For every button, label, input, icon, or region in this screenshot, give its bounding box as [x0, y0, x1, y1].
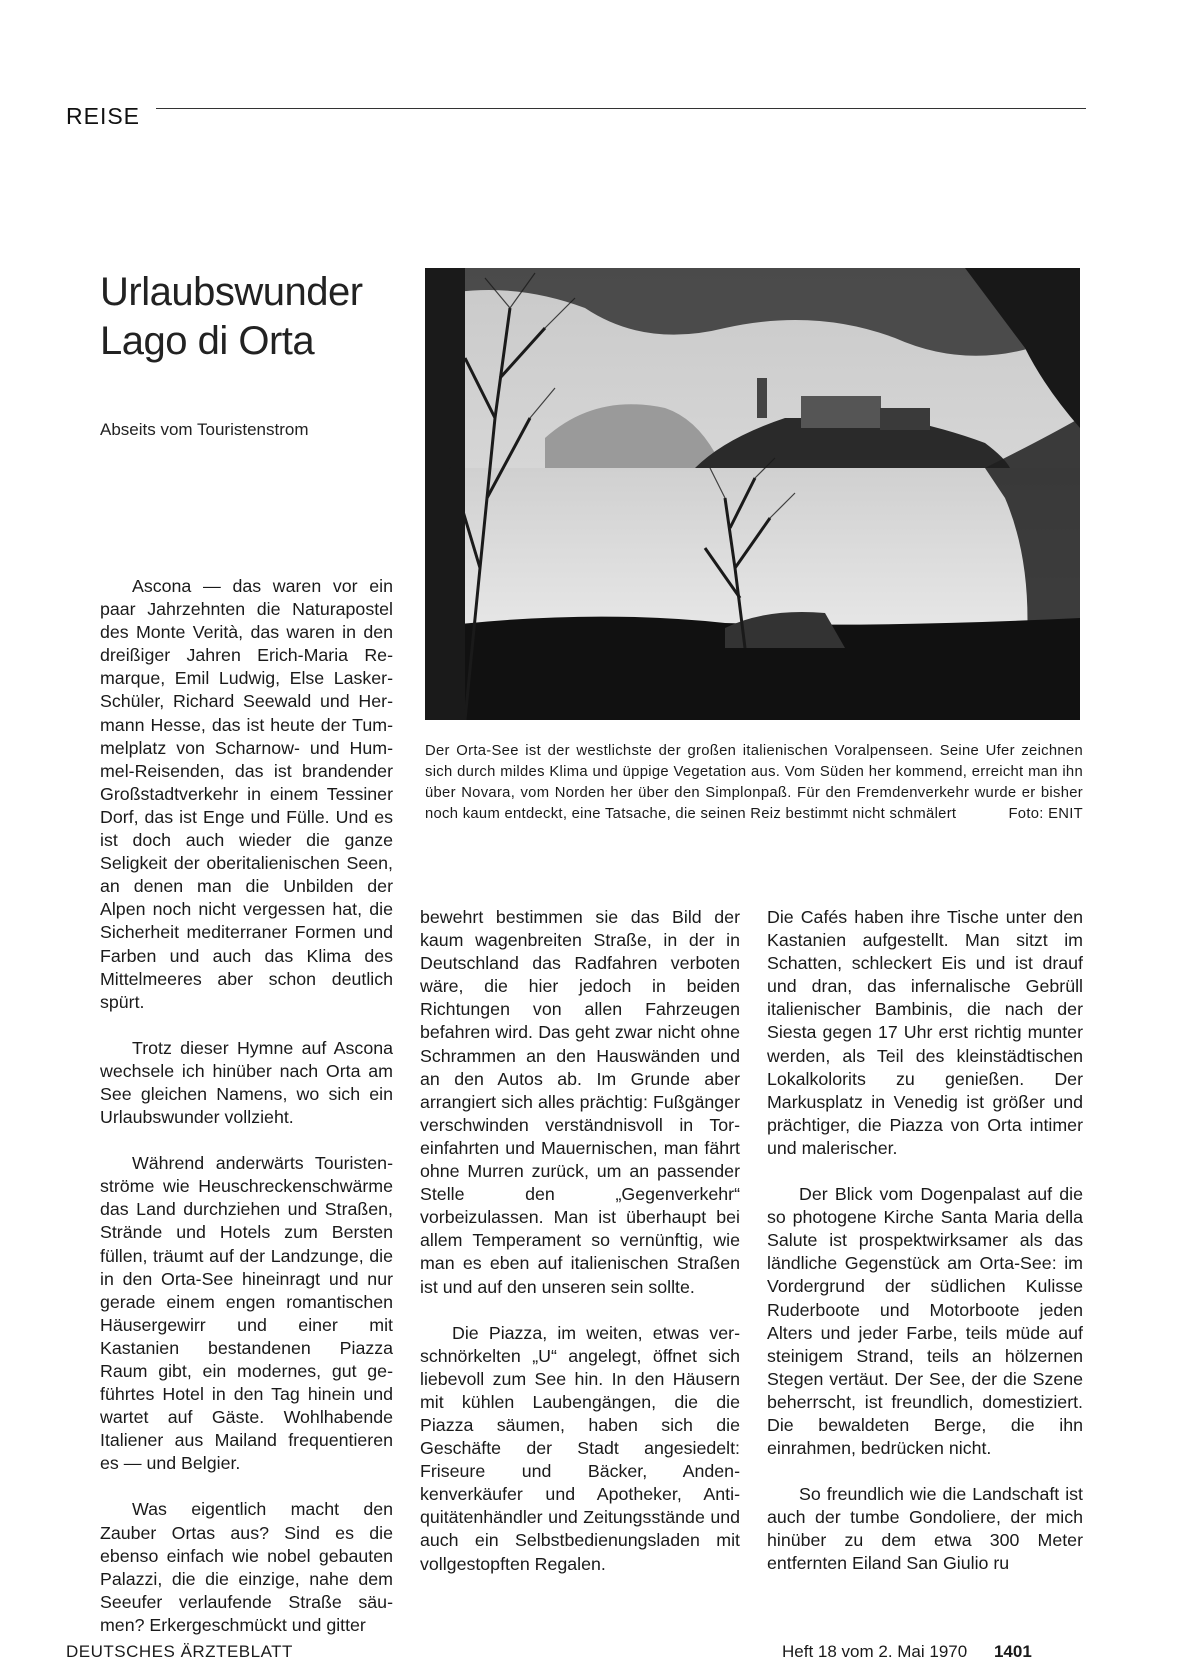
lake-photo: [425, 268, 1080, 720]
text-column-2: [420, 906, 740, 1599]
paragraph: So freundlich wie die Landschaft ist auch der tumbe Gondoliere, der mich hinüber zu dem etwa 300 Meter entfernten Eiland San Giulio ru: [767, 1484, 1083, 1574]
title-line-2: Lago di Orta: [100, 319, 315, 363]
paragraph: Was eigentlich macht den Zauber Ortas aus? Sind es die ebenso einfach wie nobel gebauten Palazzi, die die einzige, nahe dem Seeufer verlaufende Straße säumen? Erkergeschmückt und gitter: [100, 1499, 393, 1635]
caption-text: Der Orta-See ist der westlichste der großen italienischen Voralpenseen. Seine Ufer zeichnen sich durch mildes Klima und üppige Vegetation aus. Vom Süden her kommend, erreicht man ihn über Novara, vom Norden her über den Simplonpaß. Für den Fremdenverkehr wurde er bisher noch kaum entdeckt, eine Tatsache, die seinen Reiz bestimmt nicht schmälert: [425, 743, 1083, 822]
article-subtitle: Abseits vom Touristenstrom: [100, 420, 309, 439]
paragraph: Während anderwärts Touristenströme wie Heuschreckenschwärme das Land durchziehen und Straßen, Strände und Hotels zum Bersten füllen, träumt auf der Landzunge, die in den Orta-See hineinragt und nur gerade einem engen romantischen Häusergewirr und einer mit Kastanien bestandenen Piazza Raum gibt, ein modernes, gut geführtes Hotel in den Tag hinein und wartet auf Gäste. Wohlhabende Italiener aus Mailand frequentieren es — und Belgier.: [100, 1153, 393, 1474]
text-column-3: [767, 906, 1083, 1599]
text-column-1: [100, 575, 393, 1660]
issue-info: [782, 1642, 1032, 1662]
paragraph: bewehrt bestimmen sie das Bild der kaum wagenbreiten Straße, in der in Deutschland das Radfahren verboten wäre, die hier jedoch in beiden Richtungen von allen Fahrzeugen befahren wird. Das geht zwar nicht ohne Schrammen an den Hauswänden und an den Autos ab. Im Grunde aber arrangiert sich alles prächtig: Fußgänger verschwinden verständnisvoll in Toreinfahrten und Mauernischen, man fährt ohne Murren zurück, um an passender Stelle den „Gegenverkehr“ vorbeizulassen. Man ist überhaupt bei allem Temperament so vernünftig, wie man es eben auf italienischen Straßen ist und auf den unseren sein sollte.: [420, 907, 740, 1297]
photo-credit: Foto: ENIT: [1008, 806, 1083, 822]
paragraph: Der Blick vom Dogenpalast auf die so photogene Kirche Santa Maria della Salute ist prospektwirksamer als das ländliche Gegenstück am Orta-See: im Vordergrund der südlichen Kulisse Ruderboote und Motorboote jeden Alters und jeder Farbe, teils müde auf steinigem Strand, teils an hölzernen Stegen vertäut. Der See, der die Szene beherrscht, ist freundlich, domestiziert. Die bewaldeten Berge, die ihn einrahmen, bedrücken nicht.: [767, 1184, 1083, 1459]
section-rule: [156, 108, 1086, 109]
issue-date: Heft 18 vom 2. Mai 1970: [782, 1642, 968, 1661]
journal-name: DEUTSCHES ÄRZTEBLATT: [66, 1642, 293, 1661]
section-label: REISE: [66, 103, 141, 129]
paragraph: Ascona — das waren vor ein paar Jahrzehnten die Naturapostel des Monte Verità, das waren in den dreißiger Jahren Erich-Maria Remarque, Emil Ludwig, Else Lasker-Schüler, Richard Seewald und Hermann Hesse, das ist heute der Tummelplatz von Scharnow- und Hummel-Reisenden, das ist brandender Großstadtverkehr in einem Tessiner Dorf, das ist Enge und Fülle. Und es ist doch auch wieder die ganze Seligkeit der oberitalienischen Seen, an denen man die Unbilden der Alpen noch nicht vergessen hat, die Sicherheit mediterraner Formen und Farben und auch das Klima des Mittelmeeres aber schon deutlich spürt.: [100, 576, 393, 1012]
paragraph: Trotz dieser Hymne auf Ascona wechsele ich hinüber nach Orta am See gleichen Namens, wo sich ein Urlaubswunder vollzieht.: [100, 1037, 393, 1128]
photo-caption: [425, 741, 1083, 825]
paragraph: Die Piazza, im weiten, etwas verschnörkelten „U“ angelegt, öffnet sich liebevoll zum See hin. In den Häusern mit kühlen Laubengängen, die die Piazza säumen, haben sich die Geschäfte der Stadt angesiedelt: Friseure und Bäcker, Andenkenverkäufer und Apotheker, Antiquitätenhändler und Zeitungsstände und auch ein Selbstbedienungsladen mit vollgestopften Regalen.: [420, 1322, 740, 1574]
article-title: [100, 268, 363, 366]
page-number: 1401: [993, 1642, 1032, 1661]
title-line-1: Urlaubswunder: [100, 270, 363, 314]
paragraph: Die Cafés haben ihre Tische unter den Kastanien aufgestellt. Man sitzt im Schatten, schleckert Eis und ist drauf und dran, das infernalische Gebrüll italienischer Bambinis, die nach der Siesta gegen 17 Uhr erst richtig munter werden, als Teil des kleinstädtischen Lokalkolorits zu genießen. Der Markusplatz in Venedig ist größer und prächtiger, die Piazza von Orta intimer und malerischer.: [767, 907, 1083, 1158]
lake-photo-image: [425, 268, 1080, 720]
